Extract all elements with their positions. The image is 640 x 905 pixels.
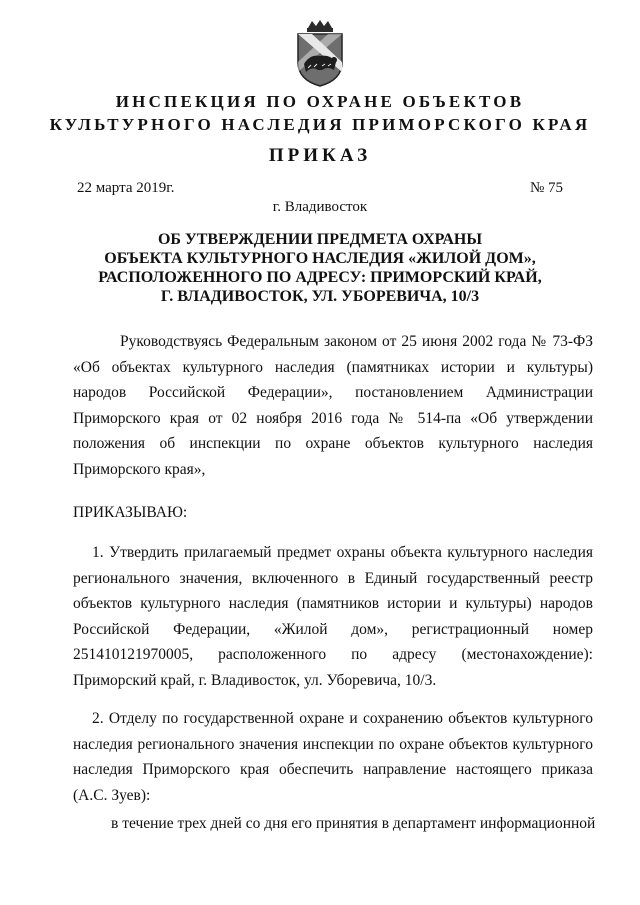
title-line: ОБ УТВЕРЖДЕНИИ ПРЕДМЕТА ОХРАНЫ — [157, 231, 483, 248]
title-line: ОБЪЕКТА КУЛЬТУРНОГО НАСЛЕДИЯ «ЖИЛОЙ ДОМ», — [104, 250, 536, 267]
order-item-2: 2. Отделу по государственной охране и сохранению объектов культурного наследия регионального значения инспекции по охране объектов культурного наследия Приморского края обеспечить направление настоящего приказа (А.С. Зуев): — [73, 710, 593, 804]
order-item-2-continuation: в течение трех дней со дня его принятия в департамент информационной — [111, 815, 596, 832]
title-line: РАСПОЛОЖЕННОГО ПО АДРЕСУ: ПРИМОРСКИЙ КРАЙ, — [98, 269, 542, 286]
document-number: № 75 — [529, 180, 563, 196]
order-item-1: 1. Утвердить прилагаемый предмет охраны объекта культурного наследия регионального значения, включенного в Единый государственный реестр объектов культурного наследия (памятников истории и культуры) народов Российской Федерации, «Жилой дом», регистрационный номер 251410121970005, расположенного по адресу (местонахождение): Приморский край, г. Владивосток, ул. Уборевича, 10/3. — [73, 544, 593, 689]
document-title — [0, 230, 640, 306]
document-place: г. Владивосток — [272, 199, 368, 215]
agency-name-line2: КУЛЬТУРНОГО НАСЛЕДИЯ ПРИМОРСКОГО КРАЯ — [49, 115, 591, 134]
document-date: 22 марта 2019г. — [77, 180, 175, 196]
primorsky-krai-coat-of-arms-icon — [288, 18, 352, 88]
order-word: ПРИКАЗЫВАЮ: — [73, 504, 188, 521]
preamble-paragraph: Руководствуясь Федеральным законом от 25 июня 2002 года № 73-ФЗ «Об объектах культурного наследия (памятниках истории и культуры) народов Российской Федерации», постановлением Администрации Приморского края от 02 ноября 2016 года № 514-па «Об утверждении положения об инспекции по охране объектов культурного наследия Приморского края», — [73, 333, 593, 478]
agency-name-line1: ИНСПЕКЦИЯ ПО ОХРАНЕ ОБЪЕКТОВ — [115, 92, 525, 111]
document-type: ПРИКАЗ — [268, 145, 372, 166]
title-line: Г. ВЛАДИВОСТОК, УЛ. УБОРЕВИЧА, 10/3 — [160, 288, 480, 305]
